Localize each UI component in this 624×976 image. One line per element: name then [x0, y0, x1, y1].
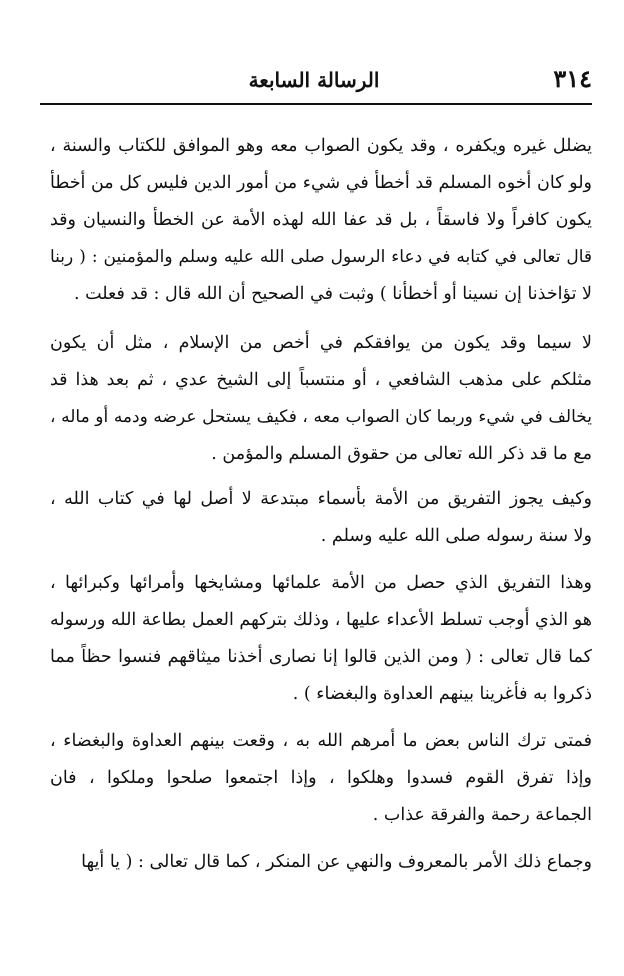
paragraph	[50, 128, 592, 313]
text-line: يضلل غيره ويكفره ، وقد يكون الصواب معه وهو الموافق للكتاب والسنة ،	[50, 136, 592, 156]
text-line: يخالف في شيء وربما كان الصواب معه ، فكيف يستحل عرضه ودمه أو ماله ،	[50, 407, 592, 427]
text-line: وكيف يجوز التفريق من الأمة بأسماء مبتدعة لا أصل لها في كتاب الله ،	[50, 489, 592, 509]
text-line: وإذا تفرق القوم فسدوا وهلكوا ، وإذا اجتمعوا صلحوا وملكوا ، فان	[50, 768, 592, 788]
text-line: ولو كان أخوه المسلم قد أخطأ في شيء من أمور الدين فليس كل من أخطأ	[50, 173, 592, 193]
text-line: فمتى ترك الناس بعض ما أمرهم الله به ، وقعت بينهم العداوة والبغضاء ،	[50, 731, 592, 751]
paragraph	[50, 565, 592, 713]
text-line: وهذا التفريق الذي حصل من الأمة علمائها ومشايخها وأمرائها وكبرائها ،	[50, 573, 592, 593]
page-number: ٣١٤	[553, 64, 592, 93]
paragraph	[50, 481, 592, 555]
text-line: كما قال تعالى : ( ومن الذين قالوا إنا نصارى أخذنا ميثاقهم فنسوا حظاً مما	[50, 647, 592, 667]
text-line: مع ما قد ذكر الله تعالى من حقوق المسلم والمؤمن .	[211, 444, 592, 464]
text-line: وجماع ذلك الأمر بالمعروف والنهي عن المنكر ، كما قال تعالى : ( يا أيها	[81, 852, 592, 872]
text-line: لا تؤاخذنا إن نسينا أو أخطأنا ) وثبت في الصحيح أن الله قال : قد فعلت .	[73, 284, 592, 304]
text-line: قال تعالى في كتابه في دعاء الرسول صلى الله عليه وسلم والمؤمنين : ( ربنا	[50, 247, 592, 267]
page-header	[36, 64, 592, 98]
header-rule	[40, 103, 592, 105]
body-text	[50, 128, 592, 881]
paragraph	[50, 844, 592, 881]
text-line: يكون كافراً ولا فاسقاً ، بل قد عفا الله لهذه الأمة عن الخطأ والنسيان وقد	[50, 210, 592, 230]
paragraph	[50, 723, 592, 834]
running-title: الرسالة السابعة	[248, 68, 380, 92]
text-line: مثلكم على مذهب الشافعي ، أو منتسباً إلى الشيخ عدي ، ثم بعد هذا قد	[50, 370, 592, 390]
text-line: ولا سنة رسوله صلى الله عليه وسلم .	[320, 526, 592, 546]
paragraph	[50, 325, 592, 473]
text-line: لا سيما وقد يكون من يوافقكم في أخص من الإسلام ، مثل أن يكون	[50, 333, 592, 353]
text-line: هو الذي أوجب تسلط الأعداء عليها ، وذلك بتركهم العمل بطاعة الله ورسوله	[50, 610, 592, 630]
text-line: الجماعة رحمة والفرقة عذاب .	[372, 805, 592, 825]
text-line: ذكروا به فأغرينا بينهم العداوة والبغضاء ) .	[292, 684, 592, 704]
